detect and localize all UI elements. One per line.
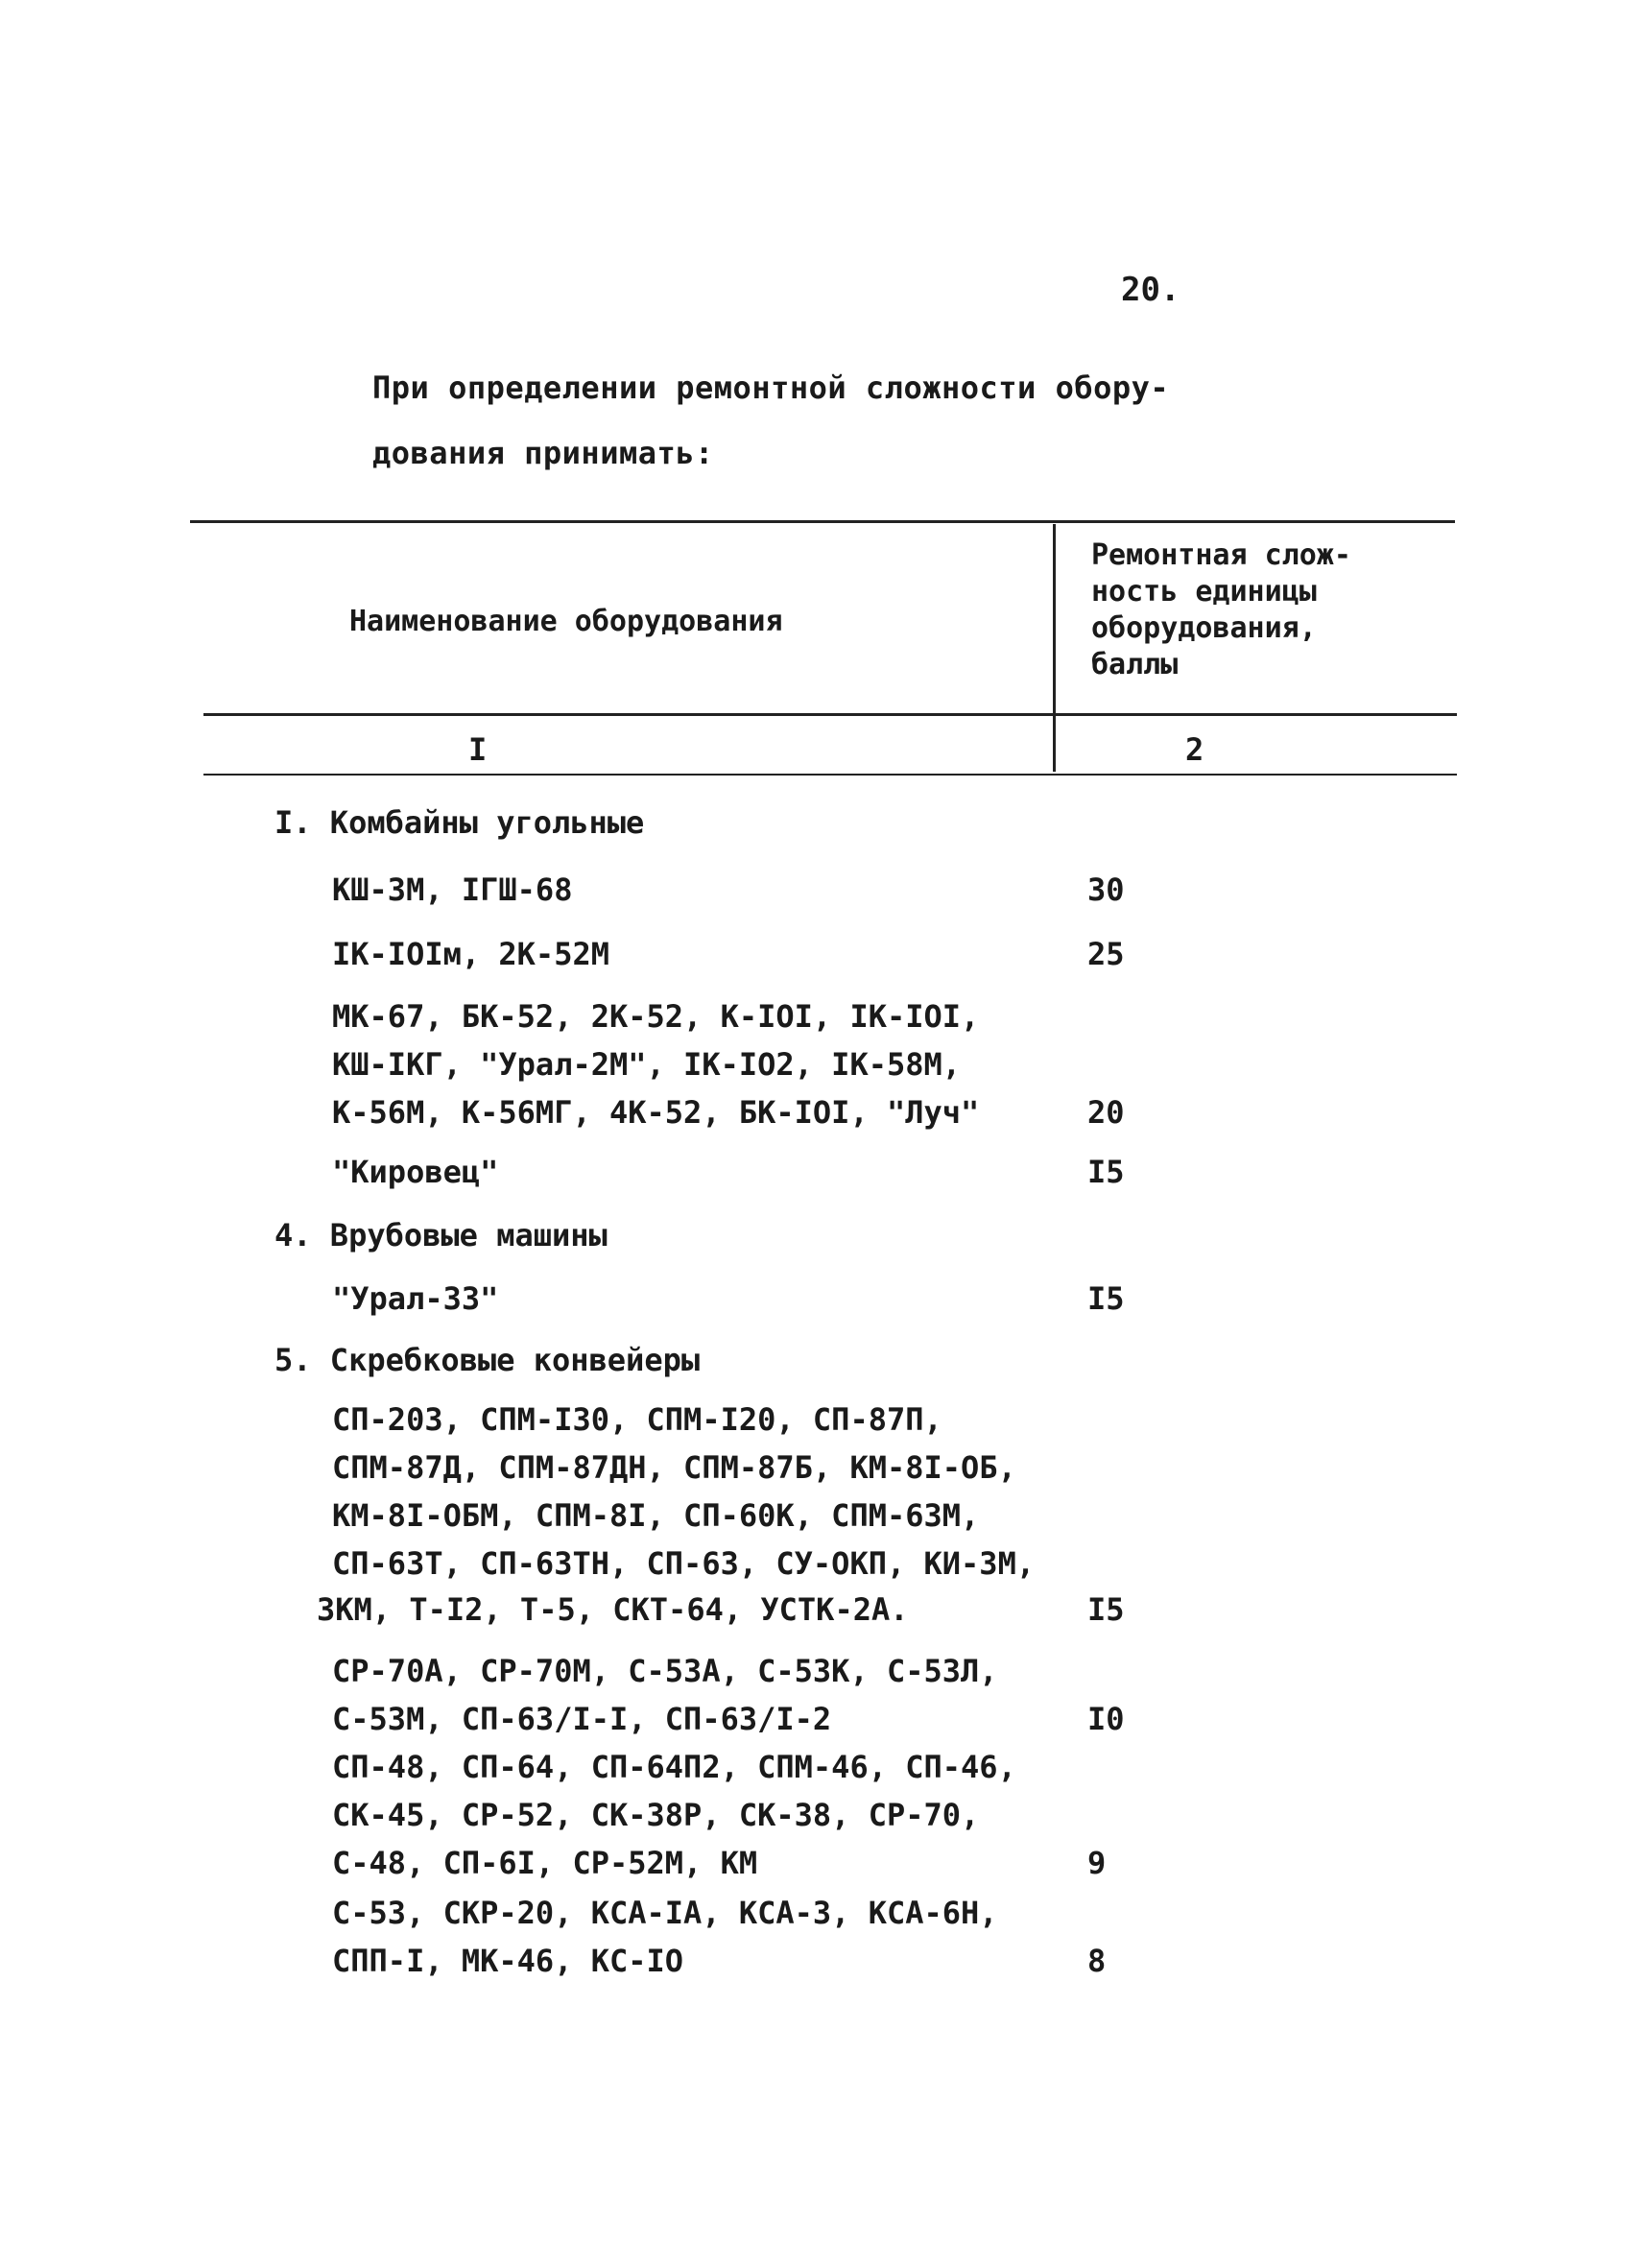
header-col2-line: Ремонтная слож- <box>1091 538 1351 572</box>
equipment-line: "Кировец" <box>332 1154 499 1190</box>
equipment-line: СР-70А, СР-70М, С-53А, С-53К, С-53Л, <box>332 1653 998 1689</box>
header-col2-line: баллы <box>1091 648 1179 681</box>
intro-line-2: дования принимать: <box>372 435 714 471</box>
page-number: 20. <box>1121 271 1180 309</box>
header-col2-line: оборудования, <box>1091 611 1317 645</box>
equipment-line: КШ-3М, IГШ-68 <box>332 871 573 908</box>
equipment-line: СП-48, СП-64, СП-64П2, СПМ-46, СП-46, <box>332 1749 1016 1785</box>
complexity-value: 30 <box>1087 871 1125 908</box>
complexity-value: I5 <box>1087 1280 1125 1317</box>
equipment-line: IК-IOIм, 2К-52М <box>332 936 609 972</box>
section-title: 4. Врубовые машины <box>274 1217 608 1253</box>
equipment-line: "Урал-33" <box>332 1280 499 1317</box>
table-column-divider <box>1053 524 1056 772</box>
equipment-line: 3КМ, Т-I2, Т-5, СКТ-64, УСТК-2А. <box>317 1591 909 1628</box>
header-equipment-name: Наименование оборудования <box>349 605 783 638</box>
equipment-line: С-48, СП-6I, СР-52М, КМ <box>332 1845 758 1881</box>
column-number-1: I <box>468 731 488 768</box>
equipment-line: СПП-I, МК-46, КС-IO <box>332 1943 684 1979</box>
equipment-line: К-56М, К-56МГ, 4К-52, БК-IOI, "Луч" <box>332 1094 980 1131</box>
complexity-value: 25 <box>1087 936 1125 972</box>
complexity-value: 9 <box>1087 1845 1107 1881</box>
equipment-line: С-53, СКР-20, КСА-IА, КСА-3, КСА-6Н, <box>332 1895 998 1931</box>
equipment-line: КМ-8I-ОБМ, СПМ-8I, СП-60К, СПМ-63М, <box>332 1497 980 1534</box>
table-top-rule <box>190 520 1455 523</box>
equipment-line: КШ-IКГ, "Урал-2М", IК-IO2, IК-58М, <box>332 1046 962 1083</box>
equipment-line: СП-203, СПМ-I30, СПМ-I20, СП-87П, <box>332 1401 942 1438</box>
intro-line-1: При определении ремонтной сложности обору- <box>372 370 1170 406</box>
complexity-value: I5 <box>1087 1591 1125 1628</box>
complexity-value: I0 <box>1087 1701 1125 1737</box>
header-repair-complexity <box>1091 537 1351 683</box>
complexity-value: I5 <box>1087 1154 1125 1190</box>
column-number-2: 2 <box>1185 731 1204 768</box>
section-title: I. Комбайны угольные <box>274 804 645 841</box>
equipment-line: МК-67, БК-52, 2К-52, К-IOI, IК-IOI, <box>332 998 980 1035</box>
section-title: 5. Скребковые конвейеры <box>274 1342 701 1378</box>
equipment-line: С-53М, СП-63/I-I, СП-63/I-2 <box>332 1701 832 1737</box>
equipment-line: СПМ-87Д, СПМ-87ДН, СПМ-87Б, КМ-8I-ОБ, <box>332 1449 1016 1486</box>
column-numbers-bottom-rule <box>203 774 1457 776</box>
equipment-line: СП-63Т, СП-63ТН, СП-63, СУ-ОКП, КИ-3М, <box>332 1545 1036 1582</box>
header-bottom-rule <box>203 713 1457 716</box>
complexity-value: 20 <box>1087 1094 1125 1131</box>
complexity-value: 8 <box>1087 1943 1107 1979</box>
equipment-line: СК-45, СР-52, СК-38Р, СК-38, СР-70, <box>332 1797 980 1833</box>
header-col2-line: ность единицы <box>1091 575 1317 609</box>
